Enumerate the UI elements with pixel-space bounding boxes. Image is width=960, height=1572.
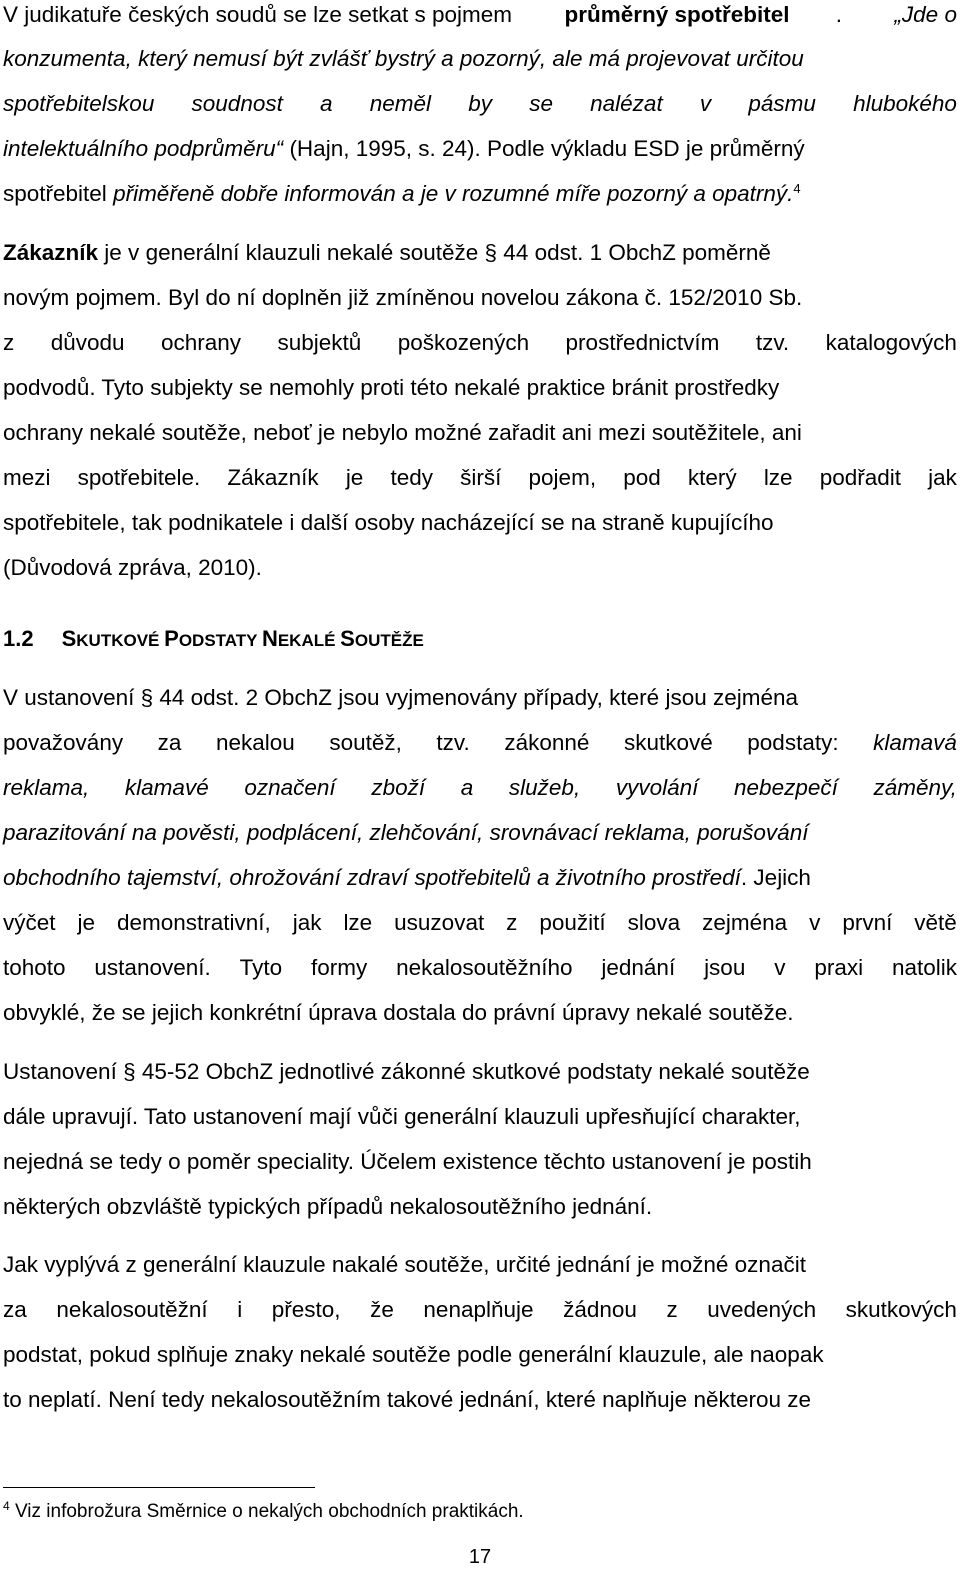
text-run: to neplatí. Není tedy nekalosoutěžním takové jednání, které naplňuje některou ze	[3, 1387, 812, 1412]
paragraph-line	[3, 773, 957, 803]
paragraph-line	[3, 728, 957, 758]
word: slova	[627, 910, 681, 935]
footnote-text: Viz infobrožura Směrnice o nekalých obchodních praktikách.	[14, 1501, 524, 1522]
word: subjektů	[277, 330, 362, 355]
word: spotřebitelskou	[3, 91, 155, 116]
text-run: nejedná se tedy o poměr speciality. Účelem existence těchto ustanovení je postih	[3, 1149, 812, 1174]
text-run: .	[835, 2, 849, 27]
word: nalézat	[590, 91, 663, 116]
word: je	[345, 465, 364, 490]
text-run: . Jejich	[740, 865, 811, 890]
word: přesto,	[271, 1297, 341, 1322]
word: výčet	[3, 910, 56, 935]
section-number: 1.2	[3, 626, 34, 651]
paragraph-line	[3, 683, 798, 713]
text-run: ochrany nekalé soutěže, neboť je nebylo možné zařadit ani mezi soutěžitele, ani	[3, 420, 802, 445]
word: skutkové	[623, 730, 713, 755]
paragraph-line	[3, 134, 805, 164]
word: podstaty:	[747, 730, 839, 755]
word: poškozených	[397, 330, 530, 355]
word: usuzovat	[394, 910, 485, 935]
bold-term: Zákazník	[3, 240, 99, 265]
word: zejména	[702, 910, 788, 935]
word: vyvolání	[615, 775, 699, 800]
word: Tyto	[239, 955, 283, 980]
word: záměny,	[873, 775, 957, 800]
italic-quote: „Jde o	[894, 2, 957, 27]
word: větě	[914, 910, 957, 935]
text-run: V judikatuře českých soudů se lze setkat s pojmem	[3, 2, 519, 27]
text-run: podstat, pokud splňuje znaky nekalé soutěže podle generální klauzule, ale naopak	[3, 1342, 824, 1367]
word: nebezpečí	[734, 775, 838, 800]
italic-list: parazitování na pověsti, podplácení, zlehčování, srovnávací reklama, porušování	[3, 820, 809, 845]
italic-quote: konzumenta, který nemusí být zvlášť bystrý a pozorný, ale má projevovat určitou	[3, 46, 804, 71]
italic-quote: intelektuálního podprůměru“	[3, 136, 284, 161]
word: tzv.	[755, 330, 790, 355]
text-run: (Důvodová zpráva, 2010).	[3, 555, 262, 580]
word: služeb,	[508, 775, 581, 800]
word: tzv.	[436, 730, 470, 755]
paragraph-line	[3, 283, 802, 313]
section-heading	[3, 624, 424, 656]
word: v	[809, 910, 821, 935]
text-run: Jak vyplývá z generální klauzule nakalé soutěže, určité jednání je možné označit	[3, 1252, 806, 1277]
paragraph-line	[3, 863, 811, 893]
paragraph-line	[3, 1147, 812, 1177]
italic-list: obchodního tajemství, ohrožování zdraví spotřebitelů a životního prostředí	[3, 865, 741, 890]
italic-definition: přiměřeně dobře informován a je v rozumné míře pozorný a opatrný.	[113, 181, 794, 206]
paragraph-line	[3, 0, 957, 30]
paragraph-line	[3, 1385, 811, 1415]
word: z	[666, 1297, 678, 1322]
word: neměl	[369, 91, 432, 116]
paragraph-line	[3, 1295, 957, 1325]
paragraph-line	[3, 1192, 652, 1222]
word: i	[237, 1297, 243, 1322]
paragraph-line	[3, 44, 957, 74]
word: důvodu	[50, 330, 125, 355]
word: je	[77, 910, 95, 935]
word: klamavé	[124, 775, 209, 800]
word: v	[774, 955, 786, 980]
word: za	[3, 1297, 27, 1322]
word: považovány	[3, 730, 124, 755]
paragraph-line	[3, 818, 808, 848]
text-run: podvodů. Tyto subjekty se nemohly proti této nekalé praktice bránit prostředky	[3, 375, 780, 400]
word: lze	[763, 465, 793, 490]
word: širší	[460, 465, 502, 490]
paragraph-line	[3, 953, 957, 983]
word: katalogových	[825, 330, 957, 355]
word: zboží	[371, 775, 426, 800]
word: pojem,	[528, 465, 597, 490]
word: jsou	[704, 955, 746, 980]
paragraph-line	[3, 418, 802, 448]
word: nekalou	[215, 730, 295, 755]
text-run: je v generální klauzuli nekalé soutěže § 44 odst. 1 ObchZ poměrně	[98, 240, 771, 265]
footnote-mark: 4	[3, 1499, 10, 1513]
paragraph-line	[3, 328, 957, 358]
word: Zákazník	[227, 465, 319, 490]
word: tedy	[390, 465, 433, 490]
word: že	[370, 1297, 394, 1322]
text-run: (Hajn, 1995, s. 24). Podle výkladu ESD je průměrný	[283, 136, 805, 161]
word: pod	[623, 465, 661, 490]
word: jak	[928, 465, 957, 490]
paragraph-line	[3, 1340, 824, 1370]
page-number: 17	[468, 1546, 492, 1568]
word: reklama,	[3, 775, 90, 800]
text-run: obvyklé, že se jejich konkrétní úprava dostala do právní úpravy nekalé soutěže.	[3, 1000, 794, 1025]
section-title: SKUTKOVÉ PODSTATY NEKALÉ SOUTĚŽE	[61, 626, 424, 651]
word: nekalosoutěžního	[396, 955, 573, 980]
paragraph-line	[3, 908, 957, 938]
word: podřadit	[819, 465, 902, 490]
paragraph-line	[3, 463, 957, 493]
word: by	[468, 91, 492, 116]
word: tohoto	[3, 955, 66, 980]
word: označení	[244, 775, 336, 800]
paragraph-line	[3, 1102, 801, 1132]
bold-term: průměrný spotřebitel	[564, 2, 790, 27]
word: skutkových	[845, 1297, 957, 1322]
word: použití	[539, 910, 606, 935]
text-run: některých obzvláště typických případů nekalosoutěžního jednání.	[3, 1194, 653, 1219]
word: uvedených	[707, 1297, 817, 1322]
word: za	[157, 730, 182, 755]
word: lze	[343, 910, 373, 935]
word: prostřednictvím	[565, 330, 720, 355]
paragraph-line	[3, 89, 957, 119]
word: první	[842, 910, 893, 935]
word: praxi	[814, 955, 864, 980]
word: z	[506, 910, 518, 935]
word: klamavá	[873, 730, 957, 755]
word: pásmu	[748, 91, 816, 116]
paragraph-line	[3, 373, 779, 403]
word: a	[460, 775, 474, 800]
footnote	[3, 1500, 524, 1524]
word: demonstrativní,	[116, 910, 271, 935]
paragraph-line	[3, 238, 771, 268]
paragraph-line: spotřebitel přiměřeně dobře informován a je v rozumné míře pozorný a opatrný. $^4$	[3, 179, 801, 209]
word: soudnost	[191, 91, 283, 116]
text-run: dále upravují. Tato ustanovení mají vůči generální klauzuli upřesňující charakter,	[3, 1104, 801, 1129]
word: z	[3, 330, 15, 355]
word: žádnou	[563, 1297, 637, 1322]
word: zákonné	[504, 730, 590, 755]
text-run: Ustanovení § 45-52 ObchZ jednotlivé zákonné skutkové podstaty nekalé soutěže	[3, 1059, 810, 1084]
word: jak	[292, 910, 322, 935]
paragraph-line	[3, 1250, 806, 1280]
word: a	[320, 91, 333, 116]
footnote-separator	[3, 1487, 315, 1488]
word: jednání	[601, 955, 676, 980]
word: spotřebitele.	[77, 465, 201, 490]
word: nekalosoutěžní	[56, 1297, 208, 1322]
word: nenaplňuje	[423, 1297, 534, 1322]
word: který	[687, 465, 737, 490]
word: v	[699, 91, 712, 116]
text-run: spotřebitele, tak podnikatele i další osoby nacházející se na straně kupujícího	[3, 510, 774, 535]
text-run: V ustanovení § 44 odst. 2 ObchZ jsou vyjmenovány případy, které jsou zejména	[3, 685, 799, 710]
word: ustanovení.	[94, 955, 211, 980]
word: ochrany	[160, 330, 242, 355]
paragraph-line	[3, 508, 773, 538]
paragraph-line	[3, 553, 262, 583]
word: se	[529, 91, 553, 116]
word: hlubokého	[853, 91, 957, 116]
text-run: novým pojmem. Byl do ní doplněn již zmíněnou novelou zákona č. 152/2010 Sb.	[3, 285, 803, 310]
paragraph-line	[3, 1057, 810, 1087]
word: natolik	[891, 955, 957, 980]
word: formy	[311, 955, 368, 980]
text-run: spotřebitel	[3, 181, 114, 206]
word: mezi	[3, 465, 51, 490]
paragraph-line	[3, 998, 793, 1028]
word: soutěž,	[329, 730, 402, 755]
